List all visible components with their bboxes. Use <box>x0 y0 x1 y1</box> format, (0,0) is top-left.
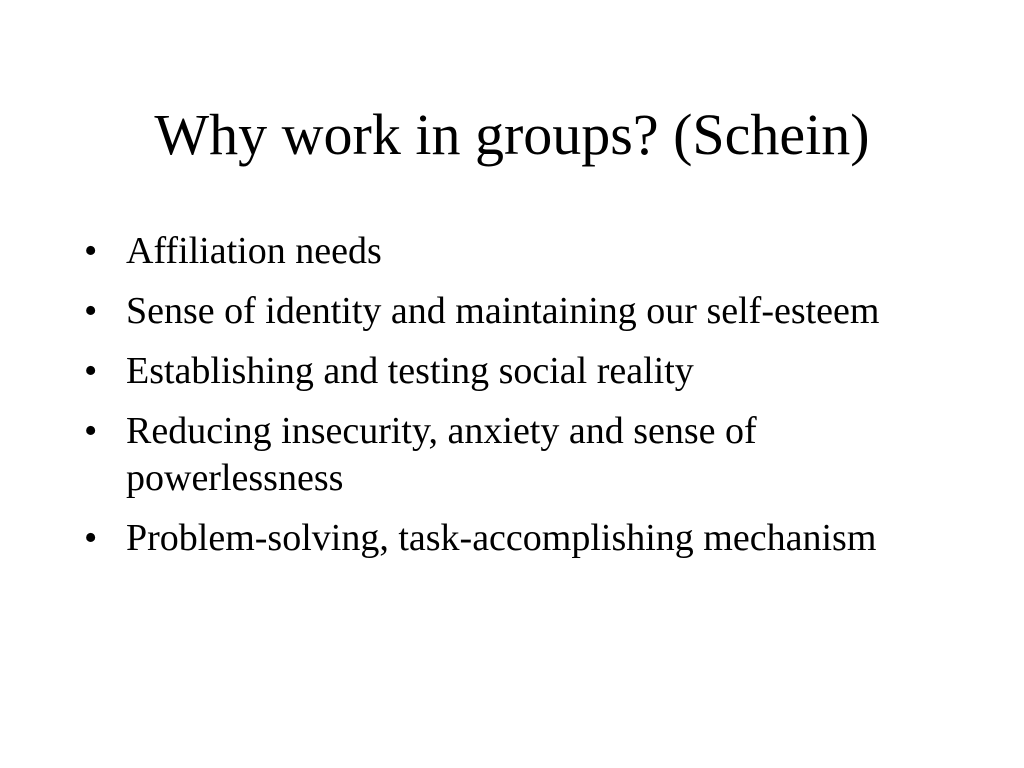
bullet-icon: • <box>84 410 98 452</box>
bullet-icon: • <box>84 290 98 332</box>
bullet-item-social-reality <box>84 348 944 395</box>
bullet-text: Problem-solving, task-accomplishing mechanism <box>126 517 877 559</box>
bullet-icon: • <box>84 350 98 392</box>
bullet-list <box>84 228 944 575</box>
bullet-text: Establishing and testing social reality <box>126 350 694 392</box>
slide-title: Why work in groups? (Schein) <box>154 102 870 167</box>
bullet-item-affiliation <box>84 228 944 275</box>
bullet-item-identity <box>84 288 944 335</box>
bullet-text: Affiliation needs <box>126 230 382 272</box>
bullet-icon: • <box>84 517 98 559</box>
bullet-item-insecurity <box>84 408 944 502</box>
bullet-icon: • <box>84 230 98 272</box>
bullet-item-problem-solving <box>84 515 944 562</box>
bullet-text: Reducing insecurity, anxiety and sense of powerlessness <box>126 410 757 499</box>
bullet-text: Sense of identity and maintaining our self-esteem <box>126 290 880 332</box>
